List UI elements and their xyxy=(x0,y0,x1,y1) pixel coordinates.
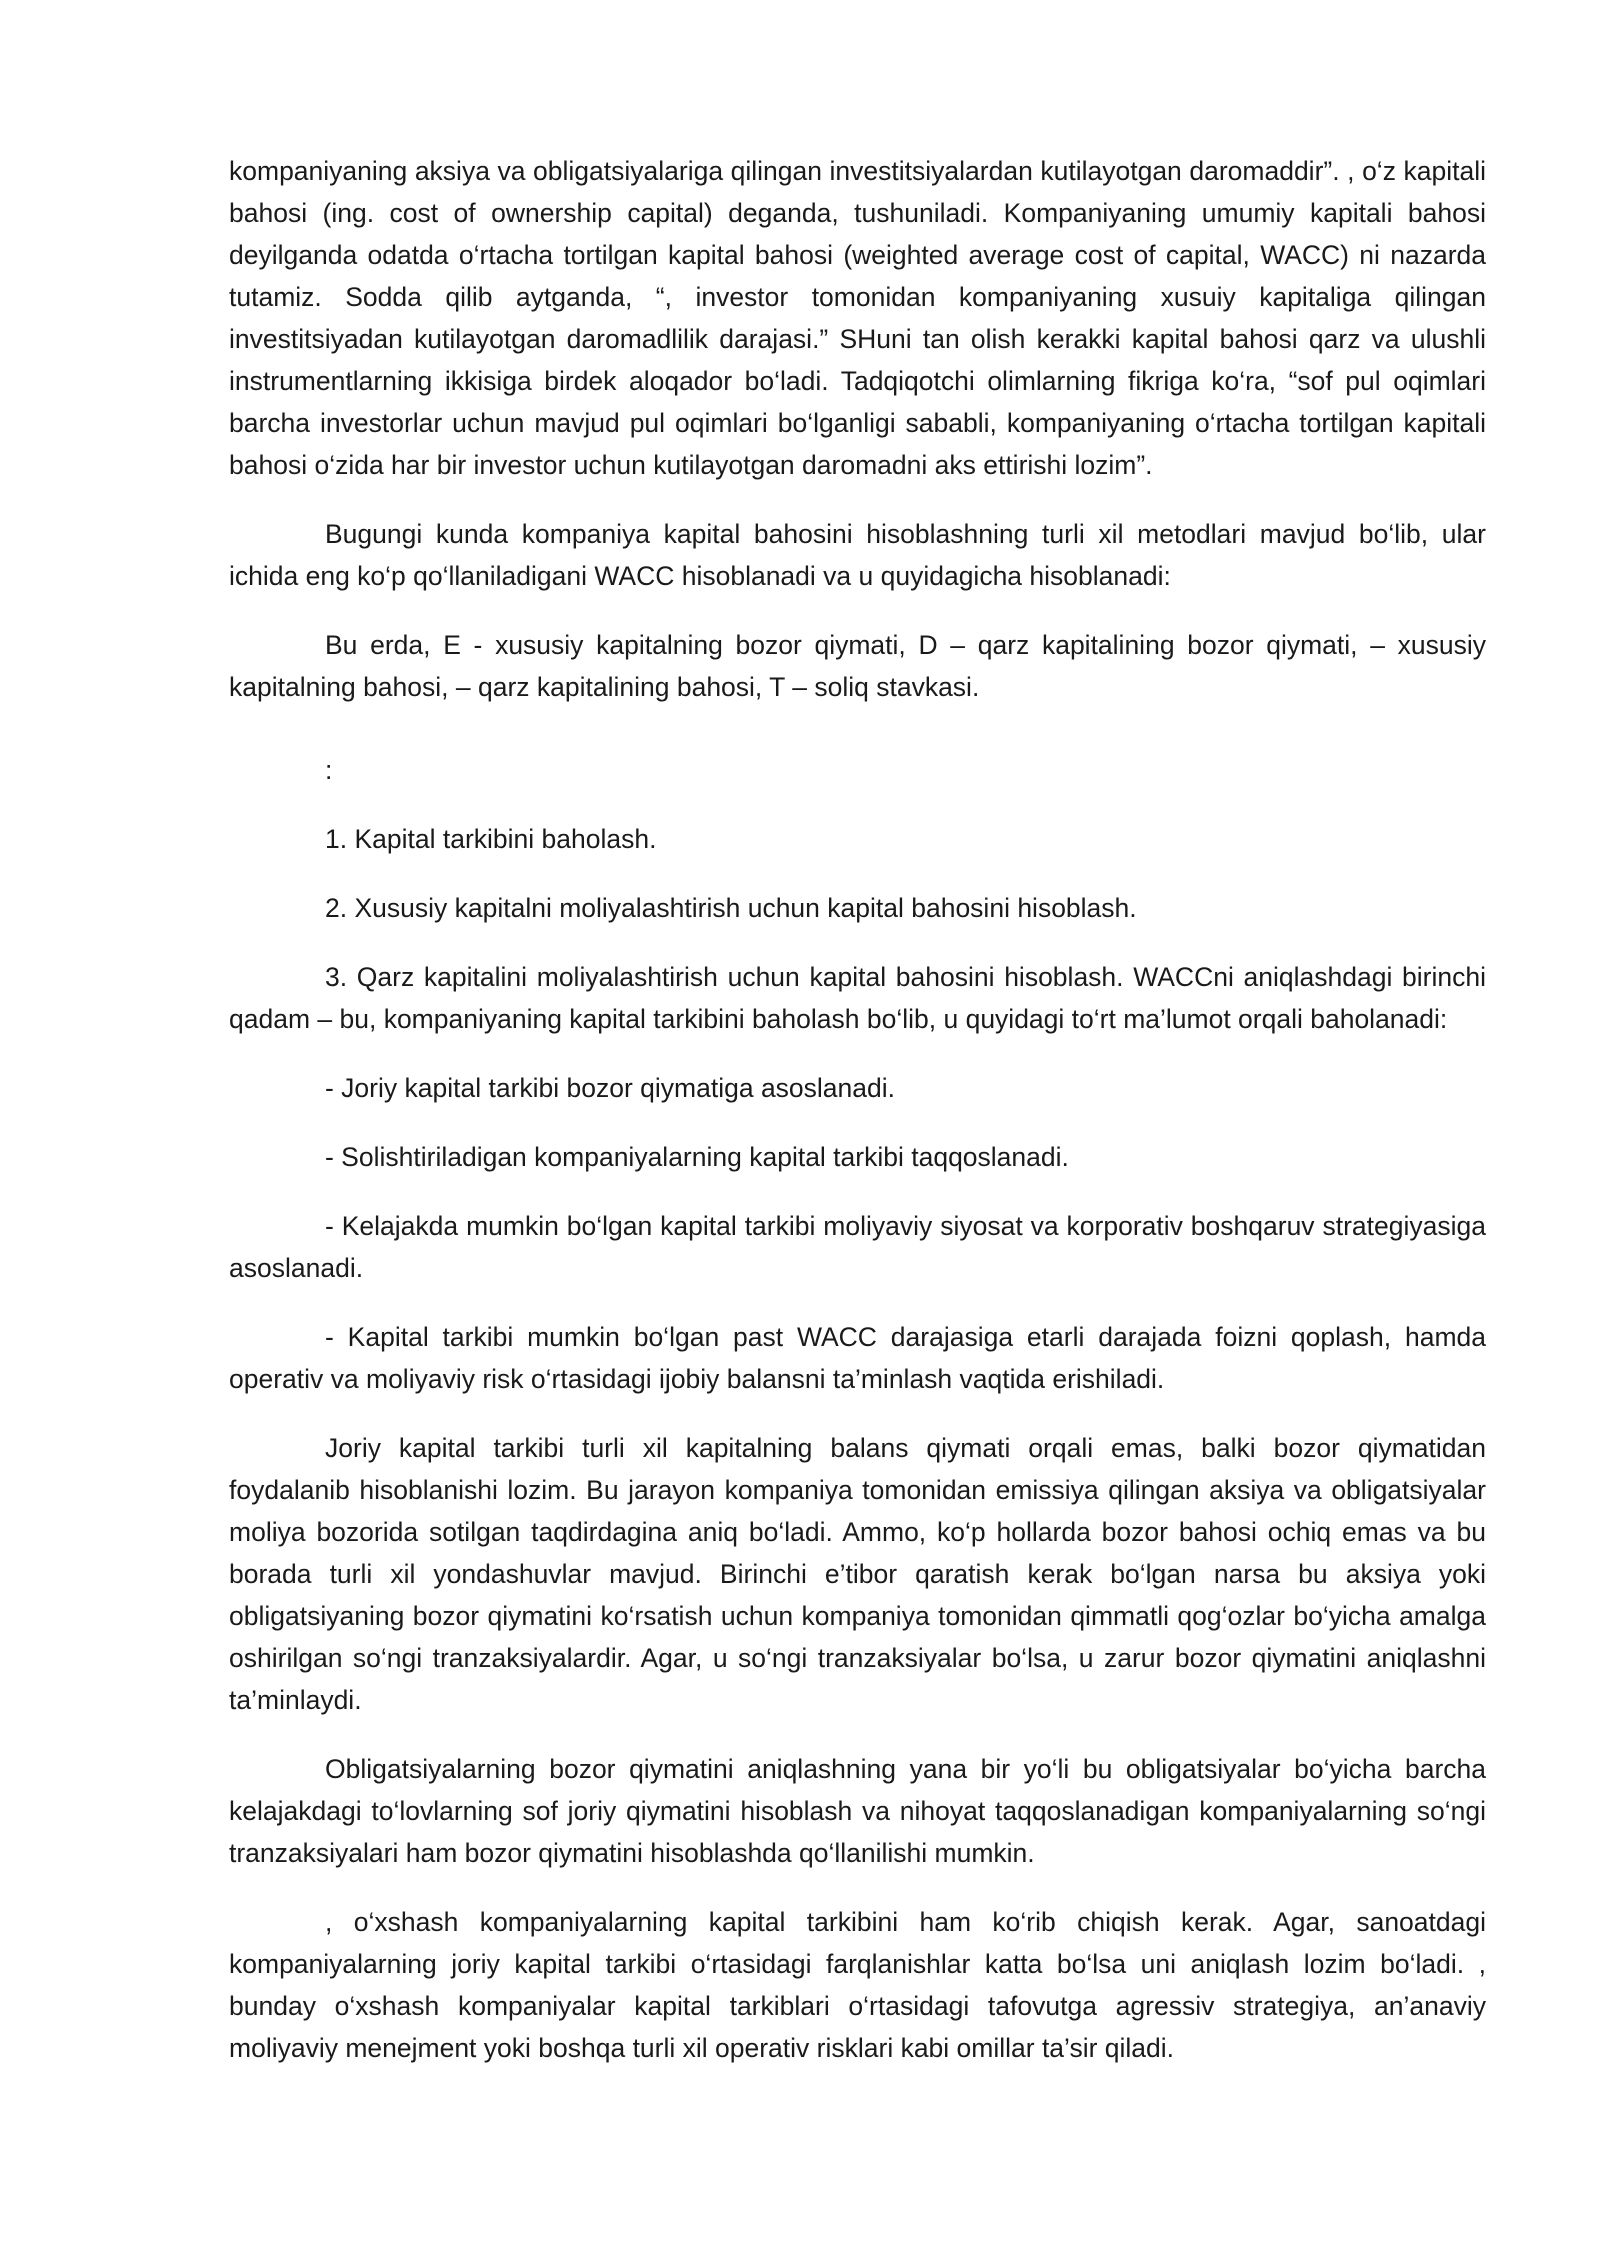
bullet-item-current-structure: - Joriy kapital tarkibi bozor qiymatiga asoslanadi. xyxy=(325,1073,896,1103)
paragraph-similar-companies: , o‘xshash kompaniyalarning kapital tarkibini ham ko‘rib chiqish kerak. Agar, sanoatdagi kompaniyalarning joriy kapital tarkibi o‘rtasidagi farqlanishlar katta bo‘lsa uni aniqlash lozim bo‘ladi. , bunday o‘xshash kompaniyalar kapital tarkiblari o‘rtasidagi tafovutga agressiv strategiya, an’anaviy moliyaviy menejment yoki boshqa turli xil operativ risklari kabi omillar ta’sir qiladi. xyxy=(229,1907,1486,2063)
document-body xyxy=(229,150,1486,2096)
paragraph-intro: kompaniyaning aksiya va obligatsiyalariga qilingan investitsiyalardan kutilayotgan daromaddir”. , o‘z kapitali bahosi (ing. cost of ownership capital) deganda, tushuniladi. Kompaniyaning umumiy kapitali bahosi deyilganda odatda o‘rtacha tortilgan kapital bahosi (weighted average cost of capital, WACC) ni nazarda tutamiz. Sodda qilib aytganda, “, investor tomonidan kompaniyaning xusuiy kapitaliga qilingan investitsiyadan kutilayotgan daromadlilik darajasi.” SHuni tan olish kerakki kapital bahosi qarz va ulushli instrumentlarning ikkisiga birdek aloqador bo‘ladi. Tadqiqotchi olimlarning fikriga ko‘ra, “sof pul oqimlari barcha investorlar uchun mavjud pul oqimlari bo‘lganligi sababli, kompaniyaning o‘rtacha tortilgan kapitali bahosi o‘zida har bir investor uchun kutilayotgan daromadni aks ettirishi lozim”. xyxy=(229,156,1486,480)
bullet-item-future-structure: - Kelajakda mumkin bo‘lgan kapital tarkibi moliyaviy siyosat va korporativ boshqaruv strategiyasiga asoslanadi. xyxy=(229,1211,1486,1283)
paragraph-wacc-methods: Bugungi kunda kompaniya kapital bahosini hisoblashning turli xil metodlari mavjud bo‘lib, ular ichida eng ko‘p qo‘llaniladigani WACC hisoblanadi va u quyidagicha hisoblanadi: xyxy=(229,519,1486,591)
list-item-step-1: 1. Kapital tarkibini baholash. xyxy=(325,824,657,854)
list-item-step-3: 3. Qarz kapitalini moliyalashtirish uchun kapital bahosini hisoblash. WACCni aniqlashdagi birinchi qadam – bu, kompaniyaning kapital tarkibini baholash bo‘lib, u quyidagi to‘rt ma’lumot orqali baholanadi: xyxy=(229,962,1486,1034)
bullet-item-comparable-companies: - Solishtiriladigan kompaniyalarning kapital tarkibi taqqoslanadi. xyxy=(325,1142,1069,1172)
paragraph-bond-valuation: Obligatsiyalarning bozor qiymatini aniqlashning yana bir yo‘li bu obligatsiyalar bo‘yicha barcha kelajakdagi to‘lovlarning sof joriy qiymatini hisoblash va nihoyat taqqoslanadigan kompaniyalarning so‘ngi tranzaksiyalari ham bozor qiymatini hisoblashda qo‘llanilishi mumkin. xyxy=(229,1754,1486,1868)
formula-gap xyxy=(229,735,1486,749)
list-item-step-2: 2. Xususiy kapitalni moliyalashtirish uchun kapital bahosini hisoblash. xyxy=(325,893,1137,923)
bullet-item-low-wacc: - Kapital tarkibi mumkin bo‘lgan past WACC darajasiga etarli darajada foizni qoplash, hamda operativ va moliyaviy risk o‘rtasidagi ijobiy balansni ta’minlash vaqtida erishiladi. xyxy=(229,1322,1486,1394)
paragraph-colon: : xyxy=(325,755,333,785)
paragraph-market-value: Joriy kapital tarkibi turli xil kapitalning balans qiymati orqali emas, balki bozor qiymatidan foydalanib hisoblanishi lozim. Bu jarayon kompaniya tomonidan emissiya qilingan aksiya va obligatsiyalar moliya bozorida sotilgan taqdirdagina aniq bo‘ladi. Ammo, ko‘p hollarda bozor bahosi ochiq emas va bu borada turli xil yondashuvlar mavjud. Birinchi e’tibor qaratish kerak bo‘lgan narsa bu aksiya yoki obligatsiyaning bozor qiymatini ko‘rsatish uchun kompaniya tomonidan qimmatli qog‘ozlar bo‘yicha amalga oshirilgan so‘ngi tranzaksiyalardir. Agar, u so‘ngi tranzaksiyalar bo‘lsa, u zarur bozor qiymatini aniqlashni ta’minlaydi. xyxy=(229,1433,1486,1715)
paragraph-formula-legend: Bu erda, E - xususiy kapitalning bozor qiymati, D – qarz kapitalining bozor qiymati, – xususiy kapitalning bahosi, – qarz kapitalining bahosi, T – soliq stavkasi. xyxy=(229,630,1486,702)
